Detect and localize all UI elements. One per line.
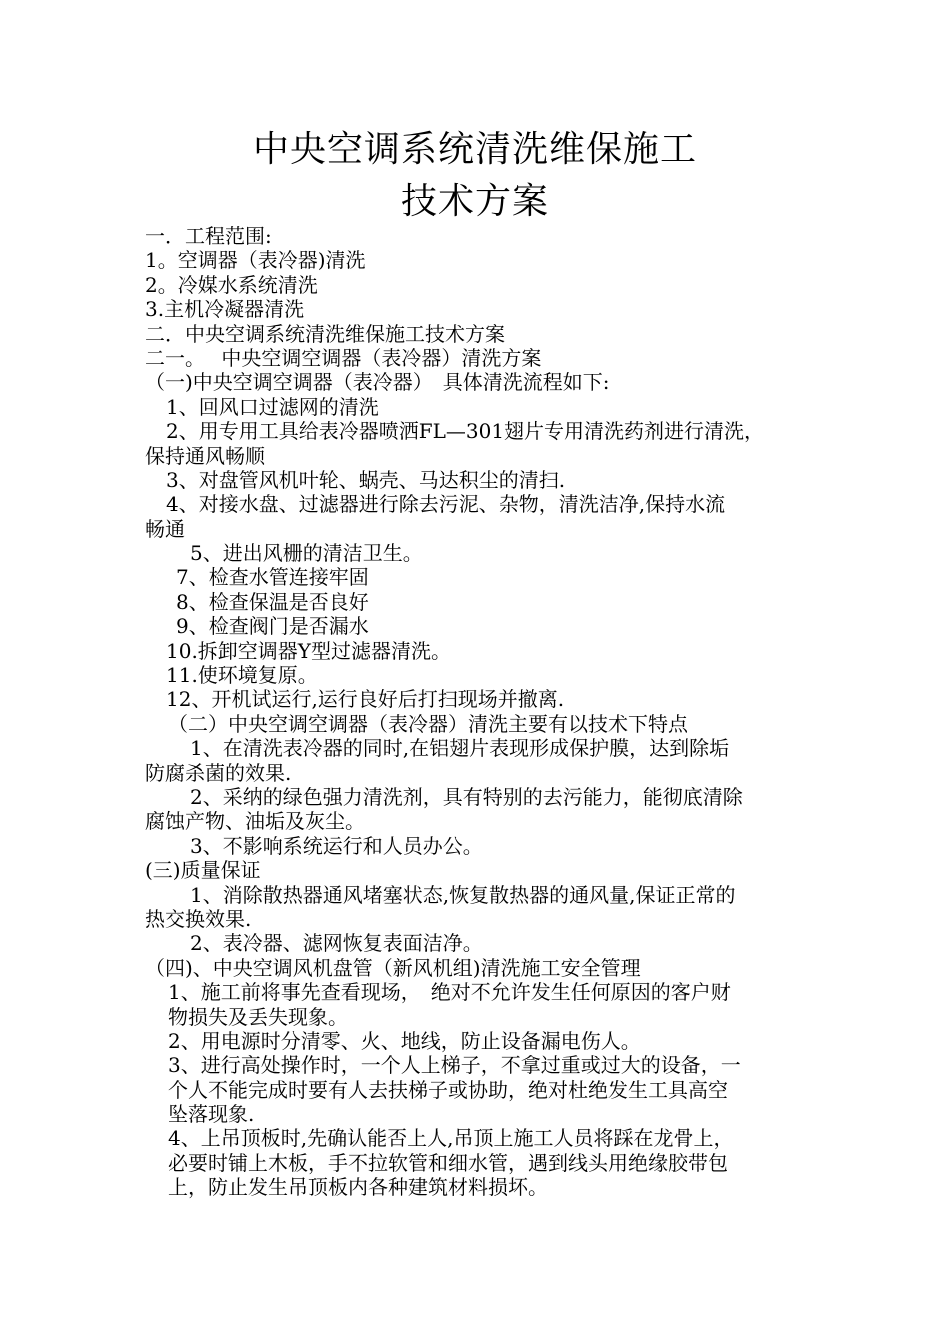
process-step: 1、回风口过滤网的清洗: [166, 394, 379, 419]
process-step: 8、检查保温是否良好: [176, 589, 369, 614]
safety-item-continued: 必要时铺上木板，手不拉软管和细水管，遇到线头用绝缘胶带包: [168, 1150, 728, 1175]
process-step: 7、检查水管连接牢固: [176, 565, 369, 590]
safety-item: 3、进行高处操作时，一个人上梯子，不拿过重或过大的设备，一: [168, 1053, 741, 1078]
quality-item: 2、表冷器、滤网恢复表面洁净。: [190, 931, 483, 956]
quality-item: 1、消除散热器通风堵塞状态,恢复散热器的通风量,保证正常的: [190, 882, 736, 907]
scope-item-3: 3.主机冷凝器清洗: [145, 297, 305, 322]
feature-item-continued: 腐蚀产物、油垢及灰尘。: [145, 809, 365, 834]
feature-item: 2、采纳的绿色强力清洗剂，具有特别的去污能力，能彻底清除: [190, 784, 743, 809]
sub-heading-1: （一)中央空调空调器（表冷器） 具体清洗流程如下:: [145, 370, 610, 395]
safety-item-continued: 物损失及丢失现象。: [168, 1004, 348, 1029]
document-body: [0, 224, 950, 1200]
process-step: 4、对接水盘、过滤器进行除去污泥、杂物，清洗洁净,保持水流: [166, 492, 726, 517]
scope-item-1: 1。空调器（表冷器)清洗: [145, 248, 366, 273]
feature-item: 1、在清洗表冷器的同时,在铝翅片表现形成保护膜，达到除垢: [190, 736, 730, 761]
subsection-heading: 二一。 中央空调空调器（表冷器）清洗方案: [145, 345, 542, 370]
section-heading-1: 一．工程范围:: [145, 224, 272, 248]
safety-item: 4、上吊顶板时,先确认能否上人,吊顶上施工人员将踩在龙骨上，: [168, 1126, 734, 1151]
scope-item-2: 2。冷媒水系统清洗: [145, 272, 318, 297]
process-step: 5、进出风栅的清洁卫生。: [190, 541, 423, 566]
safety-item-continued: 个人不能完成时要有人去扶梯子或协助，绝对杜绝发生工具高空: [168, 1077, 728, 1102]
section-heading-2: 二．中央空调系统清洗维保施工技术方案: [145, 321, 505, 346]
process-step: 3、对盘管风机叶轮、蜗壳、马达积尘的清扫.: [166, 467, 566, 492]
process-step: 12、开机试运行,运行良好后打扫现场并撤离.: [166, 687, 565, 712]
quality-item-continued: 热交换效果.: [145, 906, 252, 931]
process-step-continued: 畅通: [145, 516, 185, 541]
process-step: 11.使环境复原。: [166, 663, 318, 688]
sub-heading-2: （二）中央空调空调器（表冷器）清洗主要有以技术下特点: [168, 711, 688, 736]
feature-item-continued: 防腐杀菌的效果.: [145, 760, 292, 785]
process-step: 2、用专用工具给表冷器喷洒FL—301翅片专用清洗药剂进行清洗，: [166, 419, 765, 444]
safety-item: 2、用电源时分清零、火、地线，防止设备漏电伤人。: [168, 1028, 641, 1053]
process-step-continued: 保持通风畅顺: [145, 443, 265, 468]
safety-item: 1、施工前将事先查看现场， 绝对不允许发生任何原因的客户财: [168, 980, 731, 1005]
feature-item: 3、不影响系统运行和人员办公。: [190, 833, 483, 858]
safety-item-continued: 上，防止发生吊顶板内各种建筑材料损坏。: [168, 1175, 548, 1200]
safety-item-continued: 坠落现象.: [168, 1102, 255, 1127]
process-step: 10.拆卸空调器Y型过滤器清洗。: [166, 638, 452, 663]
document-title-line-1: 中央空调系统清洗维保施工: [252, 129, 697, 170]
document-title-line-2: 技术方案: [400, 181, 549, 222]
process-step: 9、检查阀门是否漏水: [176, 614, 369, 639]
sub-heading-4: （四)、中央空调风机盘管（新风机组)清洗施工安全管理: [145, 955, 641, 980]
sub-heading-3: (三)质量保证: [145, 858, 261, 883]
